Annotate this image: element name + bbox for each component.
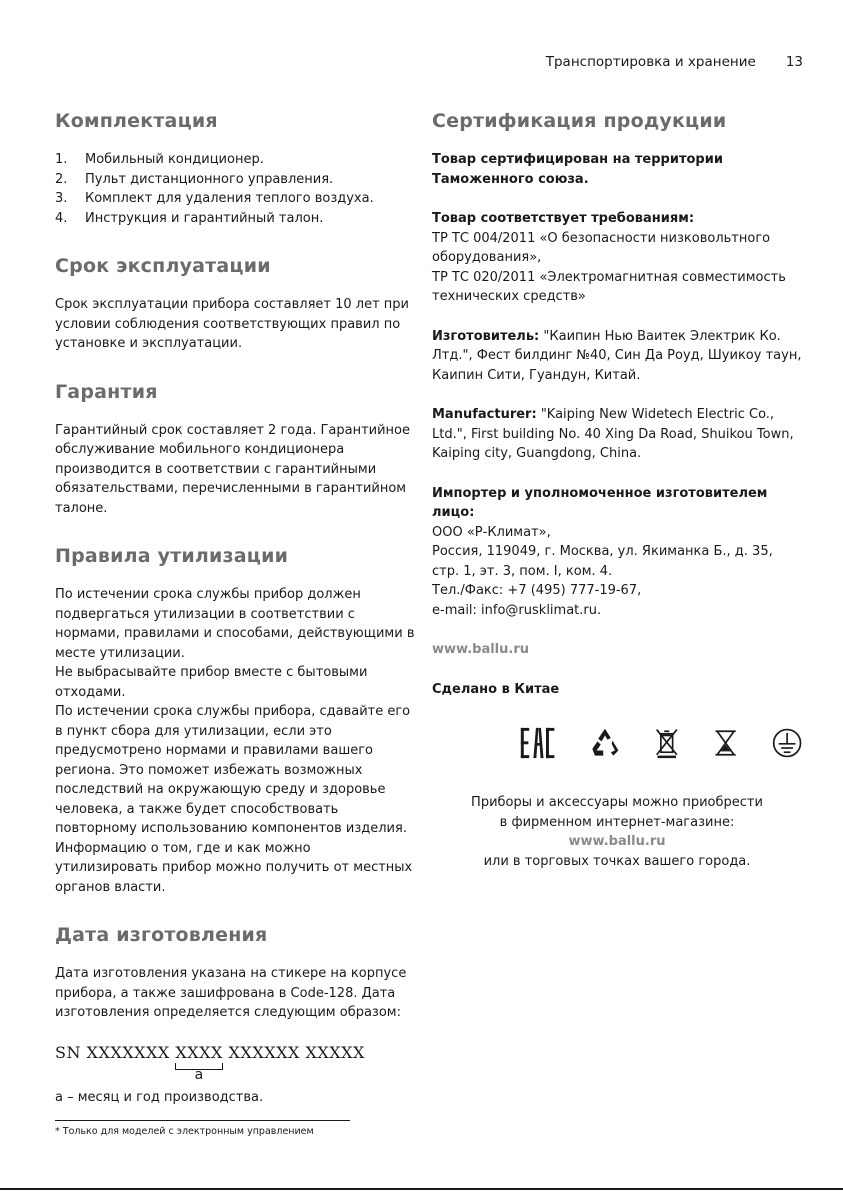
importer-address: Россия, 119049, г. Москва, ул. Якиманка Б., д. 35, стр. 1, эт. 3, пом. I, ком. 4. <box>432 544 773 579</box>
sn-suffix: XXXXXX XXXXX <box>228 1042 365 1062</box>
warranty-title: Гарантия <box>55 380 158 403</box>
sn-prefix: SN XXXXXXX <box>55 1042 170 1062</box>
disposal-p2: Не выбрасывайте прибор вместе с бытовыми отходами. <box>55 665 368 700</box>
cert-req1: ТР ТС 004/2011 «О безопасности низковольтного оборудования», <box>432 230 771 265</box>
list-item: 2. Пульт дистанционного управления. <box>55 171 334 187</box>
cert-complies-label: Товар соответствует требованиям: <box>432 211 695 226</box>
maker-info: Изготовитель: "Каипин Нью Ваитек Электрик Ко. Лтд.", Фест билдинг №40, Син Да Роуд, Шуикоу таун, Каипин Сити, Гуандун, Китай. <box>432 328 802 383</box>
cert-requirements <box>432 209 802 307</box>
cert-certified: Товар сертифицирован на территории Таможенного союза. <box>432 152 723 187</box>
disposal-p4: Информацию о том, где и как можно утилизировать прибор можно получить от местных органов власти. <box>55 840 413 895</box>
sn-mark-letter: a <box>194 1066 204 1083</box>
hourglass-icon <box>713 726 738 760</box>
warranty-section <box>55 381 415 519</box>
disposal-title: Правила утилизации <box>55 545 289 567</box>
kit-title: Комплектация <box>55 110 218 132</box>
list-item: 4. Инструкция и гарантийный талон. <box>55 210 324 226</box>
disposal-section <box>55 545 415 897</box>
importer-phone: Тел./Факс: +7 (495) 777-19-67, <box>432 583 642 598</box>
shop-line2: в фирменном интернет-магазине: <box>499 814 735 830</box>
cert-req2: ТР ТС 020/2011 «Электромагнитная совместимость технических средств» <box>432 269 786 304</box>
recycle-icon <box>589 724 621 762</box>
made-in: Сделано в Китае <box>432 681 560 697</box>
crossed-bin-icon <box>655 724 679 762</box>
page-number: 13 <box>785 54 803 70</box>
ground-icon <box>772 725 802 761</box>
kit-list <box>55 150 415 228</box>
shop-info <box>432 793 802 871</box>
footnote: * Только для моделей с электронным управлением <box>55 1126 314 1137</box>
eac-mark-icon <box>520 723 555 763</box>
page-bottom-rule <box>0 1188 843 1190</box>
shop-line3: или в торговых точках вашего города. <box>483 853 751 869</box>
cert-icons <box>520 723 802 763</box>
disposal-p1: По истечении срока службы прибор должен подвергаться утилизации в соответствии с нормами, правилами и способами, действующими в месте утилизации. <box>55 587 415 661</box>
date-text: Дата изготовления указана на стикере на корпусе прибора, а также зашифрована в Code-128. Дата изготовления определяется следующим образом: <box>55 966 407 1020</box>
list-item: 1. Мобильный кондиционер. <box>55 152 264 167</box>
importer-email: e-mail: info@rusklimat.ru. <box>432 602 602 618</box>
date-title: Дата изготовления <box>55 924 268 946</box>
serial-number-format <box>55 1042 415 1083</box>
cert-title: Сертификация продукции <box>432 110 727 132</box>
footnote-divider <box>55 1120 350 1121</box>
disposal-p3: По истечении срока службы прибора, сдавайте его в пункт сбора для утилизации, если это предусмотрено нормами и правилами вашего региона. Это поможет избежать возможных последствий на окружающую среду и здоровье человека, а также будет способствовать повторному использованию компонентов изделия. <box>55 704 411 836</box>
date-section <box>55 924 415 1107</box>
importer-label: Импортер и уполномоченное изготовителем лицо: <box>432 485 768 520</box>
sn-mark: XXXX a <box>175 1042 223 1083</box>
shop-website-link[interactable]: www.ballu.ru <box>568 834 666 849</box>
header-title: Транспортировка и хранение <box>545 54 756 70</box>
importer-info <box>432 484 802 621</box>
shop-line1: Приборы и аксессуары можно приобрести <box>471 795 763 810</box>
manufacturer-info: Manufacturer: "Kaiping New Widetech Electric Co., Ltd.", First building No. 40 Xing Da Road, Shuikou Town, Kaiping city, Guangdong, China. <box>432 407 794 461</box>
right-column <box>432 110 802 871</box>
life-title: Срок эксплуатации <box>55 255 271 277</box>
kit-section <box>55 110 415 228</box>
life-text: Срок эксплуатации прибора составляет 10 лет при условии соблюдения соответствующих правил по установке и эксплуатации. <box>55 297 409 351</box>
website-link[interactable]: www.ballu.ru <box>432 642 529 657</box>
left-column <box>55 110 415 1134</box>
page-header <box>546 54 803 70</box>
warranty-text: Гарантийный срок составляет 2 года. Гарантийное обслуживание мобильного кондиционера производится в соответствии с гарантийными обязательствами, перечисленными в гарантийном талоне. <box>55 422 410 516</box>
importer-name: ООО «Р-Климат», <box>432 524 551 540</box>
list-item: 3. Комплект для удаления теплого воздуха. <box>55 191 374 206</box>
life-section <box>55 255 415 354</box>
date-legend: а – месяц и год производства. <box>55 1089 264 1105</box>
